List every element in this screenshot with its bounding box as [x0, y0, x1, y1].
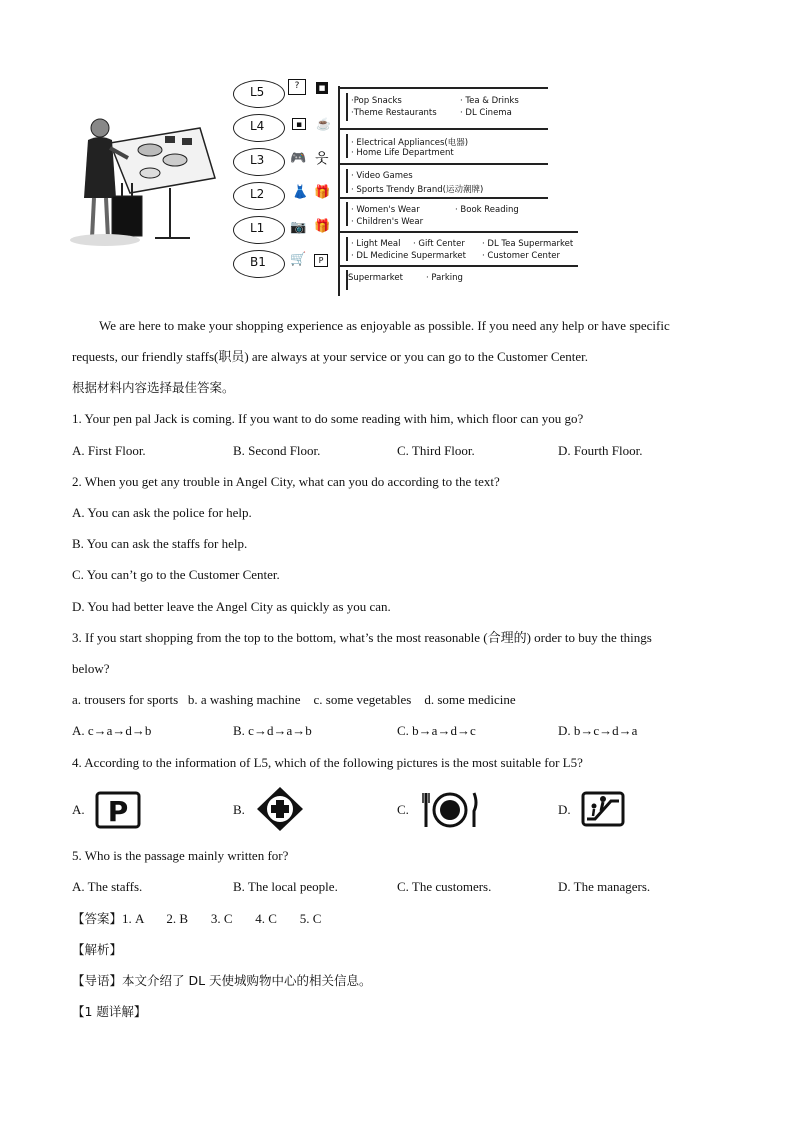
gift-icon: 🎁: [314, 218, 331, 233]
tv-icon: ▪: [292, 118, 306, 130]
q1-option-c[interactable]: C. Third Floor.: [397, 443, 475, 458]
floor-label: L3: [250, 153, 265, 167]
cart-icon: 🛒: [290, 252, 307, 267]
answer-line: [72, 911, 321, 927]
question-2-stem: 2. When you get any trouble in Angel City, what can you do according to the text?: [72, 474, 500, 489]
divider: [338, 87, 548, 89]
store-dl-medicine-supermarket: · DL Medicine Supermarket: [351, 251, 466, 261]
store-sports-brand: · Sports Trendy Brand(运动潮牌): [351, 185, 484, 195]
bracket: [346, 169, 348, 193]
question-5-stem: 5. Who is the passage mainly written for?: [72, 848, 289, 863]
store-light-meal: · Light Meal: [351, 239, 401, 249]
store-womens-wear: · Women's Wear: [351, 205, 420, 215]
camera-icon: 📷: [290, 219, 307, 234]
q3-option-d[interactable]: D. b→c→d→a: [558, 723, 638, 738]
dining-plate-icon: [420, 791, 480, 829]
q1-option-a[interactable]: A. First Floor.: [72, 443, 146, 458]
floor-label: L4: [250, 119, 265, 133]
q2-option-c[interactable]: C. You can’t go to the Customer Center.: [72, 567, 280, 582]
medical-cross-icon: [256, 786, 304, 832]
store-supermarket: Supermarket: [348, 273, 403, 283]
q4-option-a[interactable]: A.: [72, 802, 85, 817]
answer-label: 【答案】: [72, 911, 123, 926]
store-theme-restaurants: ·Theme Restaurants: [351, 108, 437, 118]
q3-option-b[interactable]: B. c→d→a→b: [233, 723, 312, 738]
q4-option-c[interactable]: C.: [397, 802, 409, 817]
divider: [338, 197, 548, 199]
q4-option-b[interactable]: B.: [233, 802, 245, 817]
q5-option-b[interactable]: B. The local people.: [233, 879, 338, 894]
mall-directory-figure: [70, 68, 590, 298]
bracket: [346, 134, 348, 158]
instruction: 根据材料内容选择最佳答案。: [72, 380, 235, 395]
store-video-games: · Video Games: [351, 171, 413, 181]
q5-option-a[interactable]: A. The staffs.: [72, 879, 143, 894]
question-3-stem: 3. If you start shopping from the top to the bottom, what’s the most reasonable (合理的) order to buy the things: [72, 630, 652, 645]
floor-label: L5: [250, 85, 265, 99]
q3-option-a[interactable]: A. c→a→d→b: [72, 723, 152, 738]
parking-sign-icon: [95, 791, 141, 829]
q2-option-b[interactable]: B. You can ask the staffs for help.: [72, 536, 248, 551]
dress-icon: 👗: [292, 184, 309, 199]
svg-text:P: P: [107, 795, 129, 828]
question-3-stem-cont: below?: [72, 661, 110, 676]
store-parking: · Parking: [426, 273, 463, 283]
question-4-stem: 4. According to the information of L5, which of the following pictures is the most suitable for L5?: [72, 755, 583, 770]
bracket: [346, 237, 348, 261]
store-dl-cinema: · DL Cinema: [460, 108, 512, 118]
intro-line: [72, 973, 372, 989]
q1-option-d[interactable]: D. Fourth Floor.: [558, 443, 643, 458]
analysis-label: 【解析】: [72, 942, 123, 957]
intro-text: 本文介绍了 DL 天使城购物中心的相关信息。: [122, 973, 372, 988]
question-3-items: a. trousers for sports b. a washing machine c. some vegetables d. some medicine: [72, 692, 516, 707]
divider: [338, 163, 548, 165]
q5-option-d[interactable]: D. The managers.: [558, 879, 651, 894]
bracket: [346, 202, 348, 226]
store-dl-tea-supermarket: · DL Tea Supermarket: [482, 239, 574, 249]
store-customer-center: · Customer Center: [482, 251, 561, 261]
passage-line-2: requests, our friendly staffs(职员) are always at your service or you can go to the Customer Center.: [72, 349, 589, 364]
q3-option-c[interactable]: C. b→a→d→c: [397, 723, 476, 738]
box-icon: ■: [316, 82, 328, 94]
divider: [338, 265, 578, 267]
person-icon: 웃: [315, 151, 329, 167]
answer-text: 1. A 2. B 3. C 4. C 5. C: [122, 911, 322, 926]
store-home-life: · Home Life Department: [351, 148, 454, 158]
floor-label: L2: [250, 187, 265, 201]
store-childrens-wear: · Children's Wear: [351, 217, 424, 227]
q2-option-d[interactable]: D. You had better leave the Angel City as quickly as you can.: [72, 599, 391, 614]
intro-label: 【导语】: [72, 973, 123, 988]
store-book-reading: · Book Reading: [455, 205, 519, 215]
question-icon: ?: [288, 79, 306, 95]
detail-label: 【1 题详解】: [72, 1004, 147, 1019]
q2-option-a[interactable]: A. You can ask the police for help.: [72, 505, 252, 520]
divider: [338, 128, 548, 130]
store-tea-drinks: · Tea & Drinks: [460, 96, 519, 106]
escalator-icon: [581, 791, 625, 827]
cup-icon: ☕: [316, 117, 331, 131]
q4-option-d[interactable]: D.: [558, 802, 571, 817]
store-pop-snacks: ·Pop Snacks: [351, 96, 402, 106]
floor-label: B1: [250, 255, 266, 269]
store-gift-center: · Gift Center: [413, 239, 465, 249]
bracket: [346, 93, 348, 121]
floor-label: L1: [250, 221, 265, 235]
question-1-stem: 1. Your pen pal Jack is coming. If you want to do some reading with him, which floor can you go?: [72, 411, 584, 426]
parking-icon: P: [314, 254, 328, 267]
q5-option-c[interactable]: C. The customers.: [397, 879, 492, 894]
gift-icon: 🎁: [314, 184, 331, 199]
divider: [338, 231, 578, 233]
passage-line-1: We are here to make your shopping experience as enjoyable as possible. If you need any help or have specific: [99, 318, 670, 333]
store-electrical-appliances: · Electrical Appliances(电器): [351, 138, 469, 148]
q1-option-b[interactable]: B. Second Floor.: [233, 443, 321, 458]
shopper-illustration: [70, 88, 220, 263]
gamepad-icon: 🎮: [290, 150, 307, 165]
